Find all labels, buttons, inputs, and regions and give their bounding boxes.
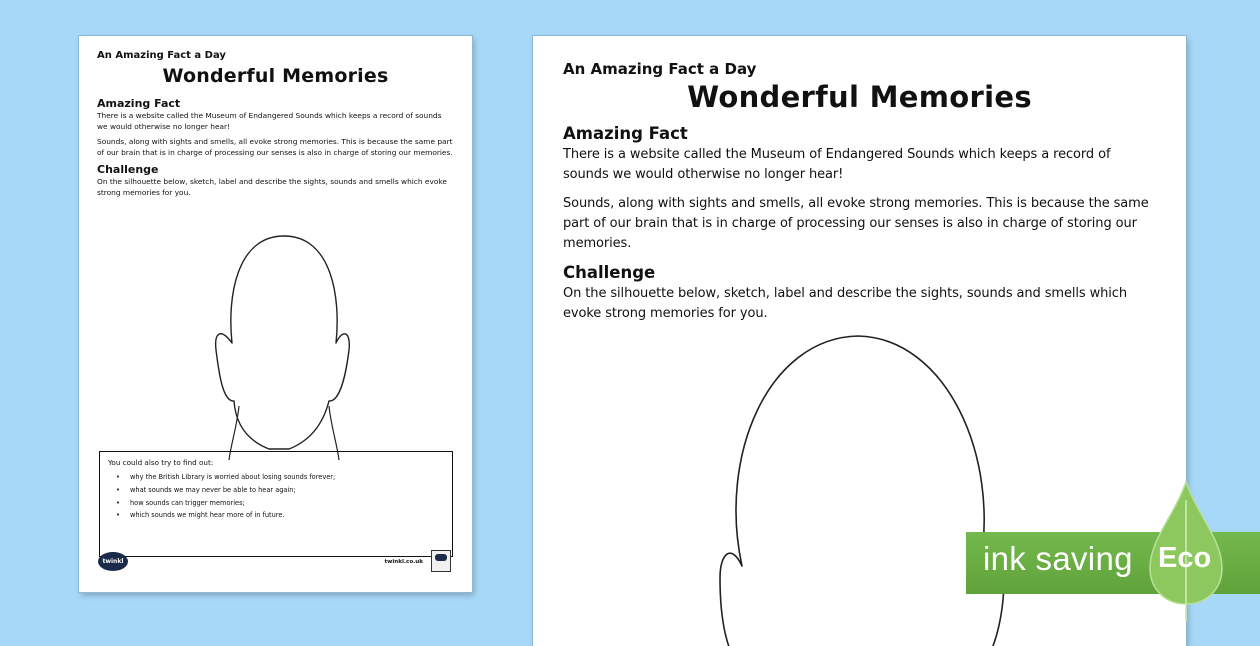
footer-url: twinkl.co.uk	[384, 559, 423, 565]
page-footer	[98, 550, 453, 574]
worksheet-title: Wonderful Memories	[162, 65, 389, 87]
head-silhouette-icon	[199, 216, 369, 478]
list-item: • which sounds we might hear more of in future.	[130, 511, 444, 520]
challenge-text: On the silhouette below, sketch, label and describe the sights, sounds and smells which evoke strong memories for you.	[563, 286, 1127, 321]
find-out-list	[108, 473, 444, 520]
fact-paragraph-2: Sounds, along with sights and smells, all evoke strong memories. This is because the same part of our brain that is in charge of processing our senses is also in charge of storing our memories.	[97, 137, 453, 157]
worksheet-thumbnail	[79, 36, 472, 592]
worksheet-title: Wonderful Memories	[687, 80, 1032, 114]
challenge-text: On the silhouette below, sketch, label and describe the sights, sounds and smells which evoke strong memories for you.	[97, 177, 447, 197]
fact-heading: Amazing Fact	[563, 124, 688, 143]
fact-paragraph-1: There is a website called the Museum of Endangered Sounds which keeps a record of sounds we would otherwise no longer hear!	[97, 111, 442, 131]
find-out-box	[99, 451, 453, 557]
eco-drop-badge	[1146, 476, 1226, 624]
list-item: • why the British Library is worried about losing sounds forever;	[130, 473, 444, 482]
certification-badge-icon	[431, 550, 451, 572]
list-item: • how sounds can trigger memories;	[130, 499, 444, 508]
fact-paragraph-1: There is a website called the Museum of Endangered Sounds which keeps a record of sounds we would otherwise no longer hear!	[563, 147, 1111, 182]
ink-saving-label: ink saving	[983, 540, 1133, 577]
twinkl-logo: twinkl	[98, 552, 128, 571]
find-out-title: You could also try to find out:	[108, 458, 214, 467]
challenge-heading: Challenge	[563, 263, 656, 282]
fact-heading: Amazing Fact	[97, 97, 181, 110]
list-item: • what sounds we may never be able to hear again;	[130, 486, 444, 495]
eco-label: Eco	[1158, 542, 1212, 574]
worksheet-header: An Amazing Fact a Day	[563, 60, 757, 78]
head-silhouette-icon	[718, 316, 1018, 646]
worksheet-header: An Amazing Fact a Day	[97, 50, 226, 61]
challenge-heading: Challenge	[97, 163, 159, 176]
fact-paragraph-2: Sounds, along with sights and smells, all evoke strong memories. This is because the same part of our brain that is in charge of processing our senses is also in charge of storing our memories.	[563, 196, 1149, 251]
